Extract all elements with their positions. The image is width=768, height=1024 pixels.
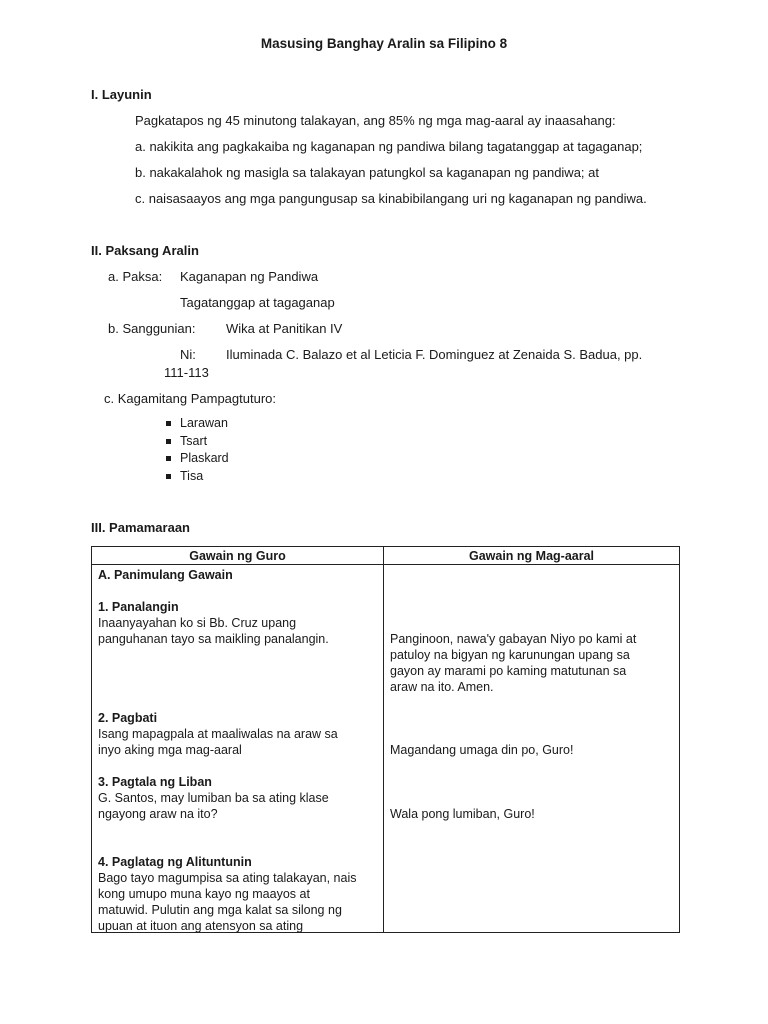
magaaral-panalangin-line2: patuloy na bigyan ng karunungan upang sa [390,648,630,662]
paksa-label: a. Paksa: [108,269,163,284]
layunin-intro: Pagkatapos ng 45 minutong talakayan, ang 85% ng mga mag-aaral ay inaasahang: [135,113,616,128]
bullet-icon [166,456,171,461]
table-row [92,565,680,933]
list-item-label: Larawan [180,416,228,430]
guro-cell [92,565,384,933]
column-header-guro: Gawain ng Guro [92,547,384,565]
section-layunin-heading: I. Layunin [91,87,152,102]
list-item-label: Plaskard [180,451,229,465]
guro-pagbati-line2: inyo aking mga mag-aaral [98,743,242,757]
procedure-table [91,546,680,933]
panimula-heading: A. Panimulang Gawain [98,568,233,582]
magaaral-panalangin-line3: gayon ay marami po kaming matutunan sa [390,664,627,678]
sanggunian-value: Wika at Panitikan IV [226,321,343,336]
bullet-icon [166,421,171,426]
guro-alituntunin-line4: upuan at ituon ang atensyon sa ating [98,919,304,932]
ni-authors: Iluminada C. Balazo et al Leticia F. Dominguez at Zenaida S. Badua, pp. [226,347,643,362]
list-item [160,415,229,433]
magaaral-liban: Wala pong lumiban, Guro! [390,807,535,821]
list-item-label: Tisa [180,468,204,483]
document-title: Masusing Banghay Aralin sa Filipino 8 [260,36,508,51]
guro-alituntunin-line2: kong umupo muna kayo ng maayos at [98,887,310,901]
magaaral-cell [384,565,680,933]
kagamitan-list [160,415,229,485]
bullet-icon [166,474,171,479]
guro-liban-line1: G. Santos, may lumiban ba sa ating klase [98,791,329,805]
magaaral-panalangin-line4: araw na ito. Amen. [390,680,494,694]
list-item [160,433,229,451]
table-header-row [92,547,680,565]
guro-pagbati-line1: Isang mapagpala at maaliwalas na araw sa [98,727,338,741]
guro-alituntunin-line3: matuwid. Pulutin ang mga kalat sa silong ng [98,903,342,917]
magaaral-pagbati: Magandang umaga din po, Guro! [390,743,574,757]
magaaral-panalangin-line1: Panginoon, nawa'y gabayan Niyo po kami at [390,632,637,646]
guro-panalangin-line1: Inaanyayahan ko si Bb. Cruz upang [98,616,297,630]
section-pamamaraan-heading: III. Pamamaraan [91,520,190,535]
panalangin-heading: 1. Panalangin [98,600,179,614]
list-item-label: Tsart [180,433,208,448]
liban-heading: 3. Pagtala ng Liban [98,775,212,789]
objective-c: c. naisasaayos ang mga pangungusap sa kinabibilangang uri ng kaganapan ng pandiwa. [135,191,647,206]
guro-alituntunin-line1: Bago tayo magumpisa sa ating talakayan, nais [98,871,357,885]
guro-panalangin-line2: panguhanan tayo sa maikling panalangin. [98,632,329,646]
ni-pages: 111-113 [164,365,209,380]
list-item [160,450,229,468]
bullet-icon [166,439,171,444]
objective-a: a. nakikita ang pagkakaiba ng kaganapan ng pandiwa bilang tagatanggap at tagaganap; [135,139,643,154]
guro-liban-line2: ngayong araw na ito? [98,807,218,821]
sanggunian-label: b. Sanggunian: [108,321,196,336]
column-header-magaaral: Gawain ng Mag-aaral [384,547,680,565]
paksa-value-subtopic: Tagatanggap at tagaganap [180,295,335,310]
list-item [160,468,229,486]
objective-b: b. nakakalahok ng masigla sa talakayan patungkol sa kaganapan ng pandiwa; at [135,165,599,180]
alituntunin-heading: 4. Paglatag ng Alituntunin [98,855,252,869]
kagamitan-label: c. Kagamitang Pampagtuturo: [104,391,276,406]
paksa-value: Kaganapan ng Pandiwa [180,269,319,284]
pagbati-heading: 2. Pagbati [98,711,158,725]
ni-label: Ni: [180,347,196,362]
section-paksang-aralin-heading: II. Paksang Aralin [91,243,199,258]
